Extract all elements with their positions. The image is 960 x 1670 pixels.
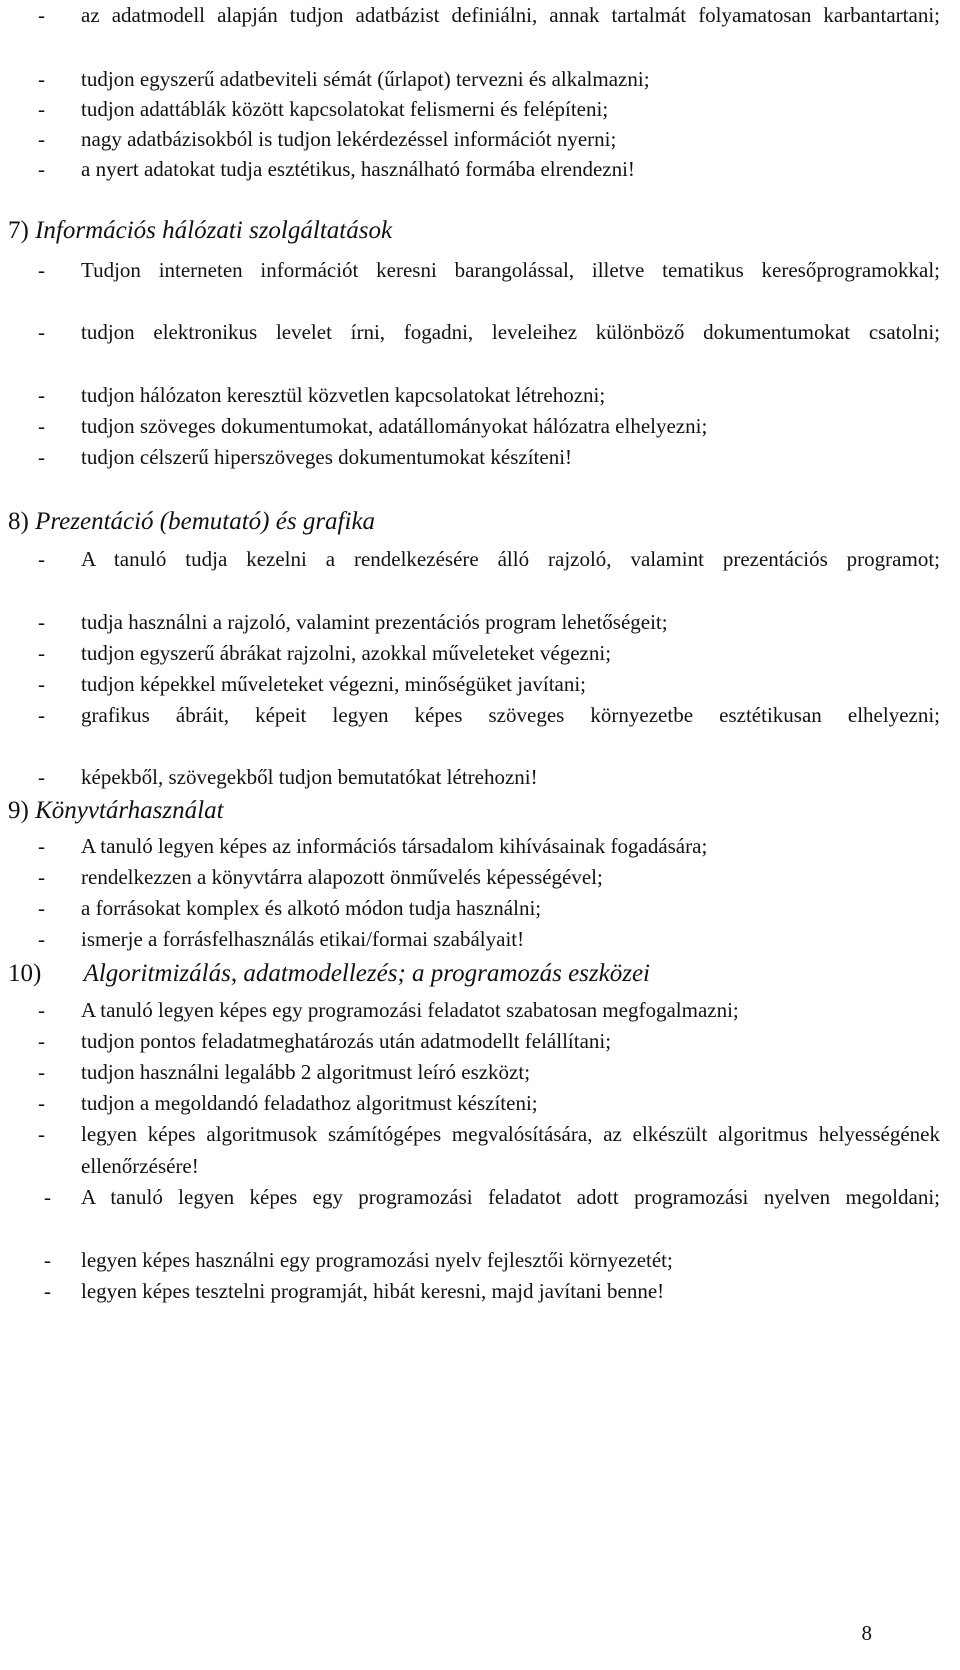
bullet-dash: -: [38, 1060, 45, 1084]
bullet-dash: -: [38, 383, 45, 407]
list-item-text: képekből, szövegekből tudjon bemutatókat létrehozni!: [81, 765, 538, 789]
list-item-text: A tanuló legyen képes egy programozási feladatot szabatosan megfogalmazni;: [81, 998, 739, 1022]
section-title: Könyvtárhasználat: [35, 797, 224, 824]
bullet-dash: -: [38, 1122, 45, 1146]
section-title: Algoritmizálás, adatmodellezés; a programozás eszközei: [83, 960, 650, 987]
section-number: 10): [8, 960, 42, 987]
list-item-text: A tanuló tudja kezelni a rendelkezésére álló rajzoló, valamint prezentációs programot;: [81, 547, 940, 571]
bullet-dash: -: [38, 547, 45, 571]
list-item: [38, 700, 940, 732]
list-item: [38, 762, 940, 794]
section-heading: [8, 958, 650, 990]
bullet-dash: -: [38, 320, 45, 344]
bullet-dash: -: [38, 865, 45, 889]
list-item-text: rendelkezzen a könyvtárra alapozott önművelés képességével;: [81, 865, 603, 889]
list-item-text: tudjon a megoldandó feladathoz algoritmust készíteni;: [81, 1091, 538, 1115]
bullet-dash: -: [38, 641, 45, 665]
bullet-dash: -: [38, 703, 45, 727]
list-item: [38, 1026, 940, 1058]
list-item: [38, 0, 940, 32]
bullet-dash: -: [38, 1091, 45, 1115]
bullet-dash: -: [38, 157, 45, 181]
list-item: [38, 638, 940, 670]
bullet-dash: -: [38, 672, 45, 696]
list-item: [38, 862, 940, 894]
list-item: [38, 1088, 940, 1120]
list-item: [38, 669, 940, 701]
bullet-dash: -: [38, 765, 45, 789]
list-item-text: tudjon elektronikus levelet írni, fogadni, leveleihez különböző dokumentumokat csatolni;: [81, 320, 940, 344]
list-item-text: nagy adatbázisokból is tudjon lekérdezéssel információt nyerni;: [81, 127, 617, 151]
bullet-dash: -: [44, 1248, 51, 1272]
list-item: [38, 94, 940, 126]
list-item: [38, 831, 940, 863]
list-item-text: Tudjon interneten információt keresni barangolással, illetve tematikus keresőprogramokkal;: [81, 258, 940, 282]
list-item-text: tudjon szöveges dokumentumokat, adatállományokat hálózatra elhelyezni;: [81, 414, 708, 438]
list-item: [38, 442, 940, 474]
section-title: Prezentáció (bemutató) és grafika: [35, 508, 376, 535]
list-item-text: legyen képes használni egy programozási nyelv fejlesztői környezetét;: [81, 1248, 673, 1272]
list-item-text: ismerje a forrásfelhasználás etikai/formai szabályait!: [81, 927, 525, 951]
list-item: [38, 124, 940, 156]
list-item: [38, 995, 940, 1027]
list-item: [38, 544, 940, 576]
list-item: [38, 154, 940, 186]
list-item-text: tudjon egyszerű adatbeviteli sémát (űrlapot) tervezni és alkalmazni;: [81, 67, 650, 91]
bullet-dash: -: [38, 1029, 45, 1053]
list-item: [38, 411, 940, 443]
list-item-text: A tanuló legyen képes egy programozási feladatot adott programozási nyelven megoldani;: [81, 1185, 940, 1209]
list-item-text: tudjon egyszerű ábrákat rajzolni, azokkal műveleteket végezni;: [81, 641, 612, 665]
list-item-text: tudjon használni legalább 2 algoritmust leíró eszközt;: [81, 1060, 531, 1084]
list-item-text: tudjon hálózaton keresztül közvetlen kapcsolatokat létrehozni;: [81, 383, 606, 407]
list-item: [38, 380, 940, 412]
bullet-dash: -: [38, 834, 45, 858]
bullet-dash: -: [38, 896, 45, 920]
list-item-text: A tanuló legyen képes az információs társadalom kihívásainak fogadására;: [81, 834, 708, 858]
list-item-text: a forrásokat komplex és alkotó módon tudja használni;: [81, 896, 542, 920]
list-item: [38, 893, 940, 925]
list-item-text: a nyert adatokat tudja esztétikus, használható formába elrendezni!: [81, 157, 635, 181]
list-item-text: legyen képes tesztelni programját, hibát keresni, majd javítani benne!: [81, 1279, 665, 1303]
list-item-text: az adatmodell alapján tudjon adatbázist definiálni, annak tartalmát folyamatosan karbantartani;: [81, 3, 940, 27]
bullet-dash: -: [38, 258, 45, 282]
list-item-text: grafikus ábráit, képeit legyen képes szöveges környezetbe esztétikusan elhelyezni;: [81, 703, 940, 727]
bullet-dash: -: [38, 414, 45, 438]
list-item: [38, 317, 940, 349]
list-item: [44, 1245, 940, 1277]
list-item: [38, 255, 940, 287]
section-number: 7): [8, 217, 29, 244]
bullet-dash: -: [38, 67, 45, 91]
list-item-text: legyen képes algoritmusok számítógépes megvalósítására, az elkészült algoritmus helyességének ellenőrzésére!: [81, 1122, 940, 1178]
list-item: [38, 924, 940, 956]
bullet-dash: -: [44, 1279, 51, 1303]
section-heading: [8, 506, 375, 538]
bullet-dash: -: [38, 998, 45, 1022]
section-number: 8): [8, 508, 29, 535]
bullet-dash: -: [38, 610, 45, 634]
list-item: [44, 1182, 940, 1214]
section-heading: [8, 795, 224, 827]
list-item: [38, 64, 940, 96]
list-item: [38, 1057, 940, 1089]
list-item-text: tudjon képekkel műveleteket végezni, minőségüket javítani;: [81, 672, 587, 696]
list-item-text: tudjon adattáblák között kapcsolatokat felismerni és felépíteni;: [81, 97, 609, 121]
bullet-dash: -: [44, 1185, 51, 1209]
list-item: [38, 607, 940, 639]
bullet-dash: -: [38, 445, 45, 469]
list-item: [44, 1276, 940, 1308]
page-number: 8: [861, 1621, 872, 1645]
list-item-text: tudjon célszerű hiperszöveges dokumentumokat készíteni!: [81, 445, 573, 469]
bullet-dash: -: [38, 3, 45, 27]
bullet-dash: -: [38, 127, 45, 151]
section-heading: [8, 215, 392, 247]
section-number: 9): [8, 797, 29, 824]
list-item: [38, 1119, 940, 1183]
list-item-text: tudja használni a rajzoló, valamint prezentációs program lehetőségeit;: [81, 610, 668, 634]
section-title: Információs hálózati szolgáltatások: [35, 217, 393, 244]
list-item-text: tudjon pontos feladatmeghatározás után adatmodellt felállítani;: [81, 1029, 612, 1053]
bullet-dash: -: [38, 97, 45, 121]
bullet-dash: -: [38, 927, 45, 951]
